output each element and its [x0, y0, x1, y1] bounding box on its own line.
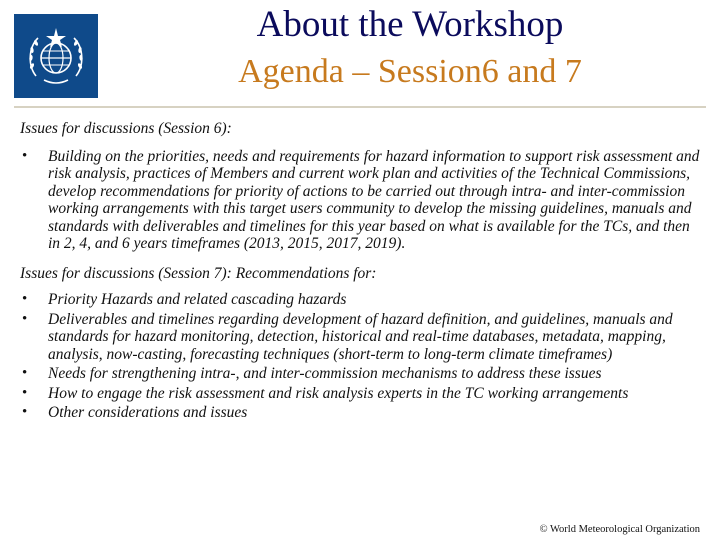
header-divider: [14, 106, 706, 108]
list-item: [20, 311, 704, 364]
list-item-text: Needs for strengthening intra-, and inter-commission mechanisms to address these issues: [48, 365, 602, 382]
list-item: [20, 404, 704, 422]
slide-subtitle: Agenda – Session6 and 7: [238, 53, 582, 90]
list-item-text: Building on the priorities, needs and requirements for hazard information to support risk assessment and risk analysis, practices of Members and current work plan and activities of the Technical Commissions, develop recommendations for priority of actions to be carried out through intra- and inter-commission working arrangements with this target users community to develop the missing guidelines, manuals and standards with deliverables and timelines for this year based on what is available for the TCs, and then in 2, 4, and 6 years timeframes (2013, 2015, 2017, 2019).: [48, 147, 700, 252]
bullet-icon: •: [22, 365, 28, 381]
wmo-emblem-icon: [14, 14, 98, 98]
slide-title: About the Workshop: [256, 4, 564, 45]
list-item: [20, 365, 704, 383]
bullet-icon: •: [22, 384, 28, 401]
copyright-footer: © World Meteorological Organization: [539, 524, 700, 535]
list-item-text: Deliverables and timelines regarding development of hazard definition, and guidelines, manuals and standards for hazard monitoring, detection, historical and real-time databases, metadata, mapping, analysis, now-casting, forecasting techniques (short-term to long-term climate timeframes): [48, 310, 673, 363]
list-item-text: Priority Hazards and related cascading hazards: [48, 291, 347, 308]
list-item: [20, 291, 704, 309]
bullet-icon: •: [22, 147, 28, 164]
session6-heading: Issues for discussions (Session 6):: [20, 120, 232, 137]
session7-heading: Issues for discussions (Session 7): Recommendations for:: [20, 264, 377, 282]
bullet-icon: •: [22, 291, 28, 307]
list-item: [20, 385, 704, 403]
list-item: [20, 148, 704, 253]
bullet-icon: •: [22, 404, 28, 420]
session6-list: [20, 148, 704, 253]
slide-content: [20, 120, 704, 424]
session7-list: [20, 291, 704, 422]
list-item-text: How to engage the risk assessment and risk analysis experts in the TC working arrangements: [48, 384, 629, 402]
list-item-text: Other considerations and issues: [48, 404, 248, 421]
bullet-icon: •: [22, 310, 28, 327]
wmo-logo: [14, 14, 98, 98]
